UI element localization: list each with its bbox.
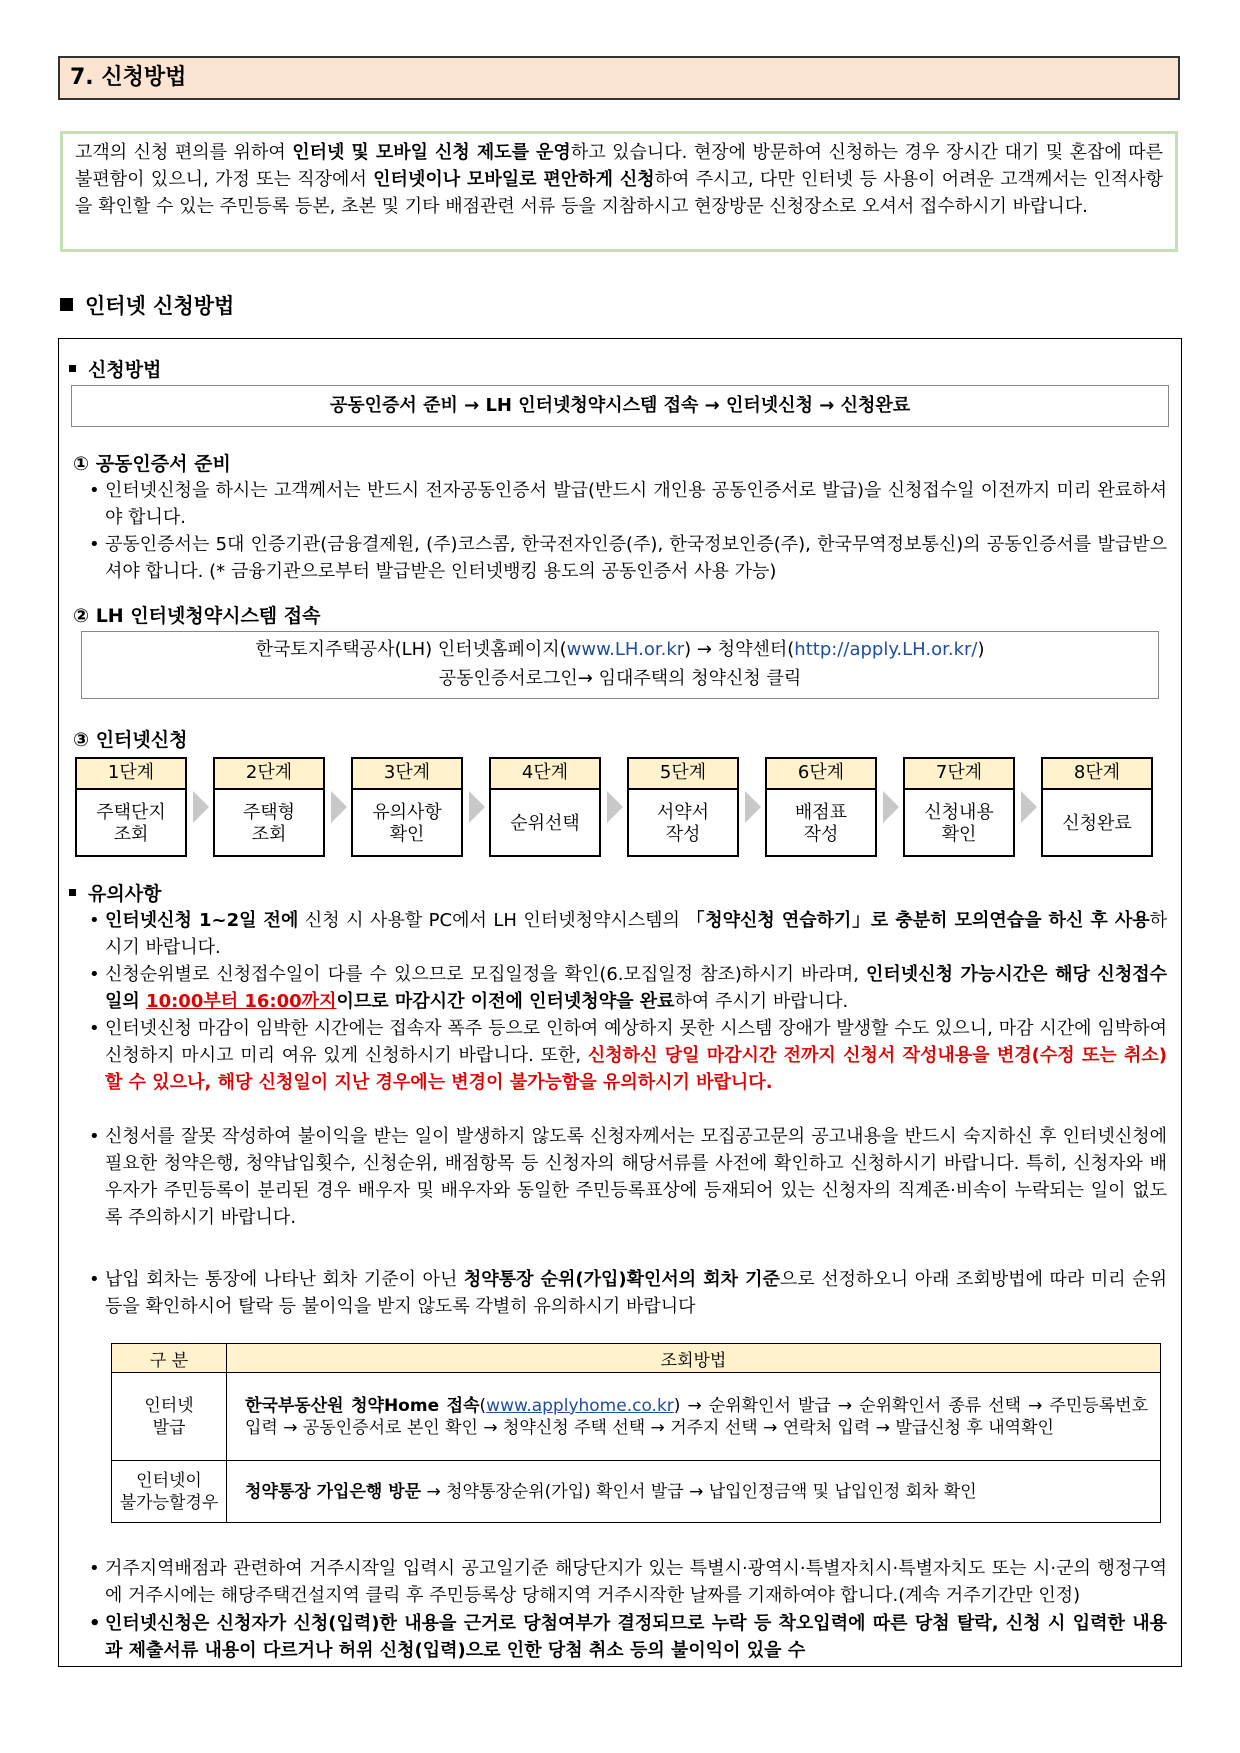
step-label: 확인 <box>389 823 425 845</box>
intro-emphasis: 인터넷이나 모바일로 편안하게 신청 <box>373 169 655 190</box>
step1-bullet-2 <box>89 531 1167 585</box>
note-emphasis: 인터넷신청 가능시간은 해당 신청접수일의 <box>105 964 1167 1012</box>
note-emphasis: 이므로 마감시간 이전에 인터넷청약을 완료 <box>336 991 675 1012</box>
square-bullet-icon <box>60 298 73 311</box>
table-cell-category <box>112 1373 227 1461</box>
process-step-2 <box>213 757 325 857</box>
step-label: 조회 <box>251 823 287 845</box>
internet-method-panel <box>58 338 1182 1667</box>
method-flow: 공동인증서 준비 → LH 인터넷청약시스템 접속 → 인터넷신청 → 신청완료 <box>71 385 1169 427</box>
note-text: 신청순위별로 신청접수일이 다를 수 있으므로 모집일정을 확인(6.모집일정 참조)하시기 바라며, <box>105 964 867 985</box>
chevron-right-icon <box>193 791 209 823</box>
cell-text: ( <box>479 1395 487 1416</box>
step-body <box>629 790 737 857</box>
process-step-3 <box>351 757 463 857</box>
chevron-right-icon <box>607 791 623 823</box>
bullet-icon: • <box>89 910 100 931</box>
intro-text: 하여 주시고, 다만 인터넷 등 사용이 어려운 고객께서는 인적사항을 확인할 수 있는 주민등록 등본, 초본 및 기타 배점관련 서류 등을 지참하시고 현장방문 신청장소로 오셔서 접수하시기 바랍니다. <box>75 169 1164 217</box>
note-5 <box>89 1266 1168 1320</box>
note-6 <box>89 1555 1167 1609</box>
step-label: 서약서 <box>656 801 710 823</box>
bullet-icon: • <box>89 1018 100 1039</box>
table-cell-method <box>227 1461 1161 1523</box>
step-body <box>767 790 875 857</box>
step-label: 조회 <box>113 823 149 845</box>
cell-line: 인터넷 <box>144 1395 194 1416</box>
step-label: 유의사항 <box>372 801 442 823</box>
note-text: 납입 회차는 통장에 나타난 회차 기준이 아닌 <box>105 1269 464 1290</box>
note-emphasis: 인터넷신청 1~2일 전에 <box>105 910 299 931</box>
step-number: 4단계 <box>491 759 599 790</box>
step1-bullet-1-text: 인터넷신청을 하시는 고객께서는 반드시 전자공동인증서 발급(반드시 개인용 공동인증서로 발급)을 신청접수일 이전까지 미리 완료하셔야 합니다. <box>105 480 1167 528</box>
chevron-right-icon <box>1021 791 1037 823</box>
lookup-method-table <box>111 1343 1161 1523</box>
site-access-line-2: 공동인증서로그인→ 임대주택의 청약신청 클릭 <box>438 668 802 689</box>
note-2 <box>89 961 1167 1015</box>
note-text: 하여 주시기 바랍니다. <box>674 991 849 1012</box>
cell-line: 불가능할경우 <box>119 1492 219 1513</box>
step-label: 작성 <box>665 823 701 845</box>
process-step-1 <box>75 757 187 857</box>
applyhome-link[interactable]: www.applyhome.co.kr <box>486 1395 674 1416</box>
step1-bullet-2-text: 공동인증서는 5대 인증기관(금융결제원, (주)코스콤, 한국전자인증(주), 한국정보인증(주), 한국무역정보통신)의 공동인증서를 발급받으셔야 합니다. (* 금융기관으로부터 발급받은 인터넷뱅킹 용도의 공동인증서 사용 가능) <box>105 534 1167 582</box>
square-bullet-icon <box>69 365 76 372</box>
internet-heading <box>60 290 234 320</box>
step-label: 순위선택 <box>510 812 580 834</box>
note-4 <box>89 1123 1167 1231</box>
table-row <box>112 1461 1161 1523</box>
step-label: 주택형 <box>242 801 296 823</box>
step-number: 2단계 <box>215 759 323 790</box>
square-bullet-icon <box>69 889 76 896</box>
cell-text: → 청약통장순위(가입) 확인서 발급 → 납입인정금액 및 납입인정 회차 확인 <box>421 1481 977 1502</box>
bullet-icon: • <box>89 534 100 555</box>
step-label: 배점표 <box>794 801 848 823</box>
table-cell-method <box>227 1373 1161 1461</box>
cell-emphasis: 청약통장 가입은행 방문 <box>245 1481 422 1502</box>
step1-title: ① 공동인증서 준비 <box>73 453 231 475</box>
bullet-icon: • <box>89 1269 100 1290</box>
note-text: 인터넷신청 마감이 임박한 시간에는 접속자 폭주 등으로 인하여 예상하지 못한 시스템 장애가 발생할 수도 있으니, 마감 시간에 임박하여 신청하지 마시고 미리 여유 있게 신청하시기 바랍니다. 또한, <box>105 1018 1167 1066</box>
method-label <box>69 355 161 382</box>
chevron-right-icon <box>469 791 485 823</box>
application-hours: 10:00부터 16:00까지 <box>146 991 337 1012</box>
step-body <box>1043 790 1151 857</box>
step3-title: ③ 인터넷신청 <box>73 729 188 751</box>
process-step-8 <box>1041 757 1153 857</box>
note-7 <box>89 1610 1167 1664</box>
process-step-7 <box>903 757 1015 857</box>
step-label: 주택단지 <box>96 801 166 823</box>
bullet-icon: • <box>89 480 100 501</box>
method-label-text: 신청방법 <box>88 359 162 381</box>
intro-notice <box>60 131 1178 252</box>
chevron-right-icon <box>883 791 899 823</box>
site-access-line-1 <box>82 635 1158 664</box>
step-number: 5단계 <box>629 759 737 790</box>
intro-emphasis: 인터넷 및 모바일 신청 제도를 운영 <box>292 142 571 163</box>
table-header-method: 조회방법 <box>227 1344 1161 1373</box>
step-number: 7단계 <box>905 759 1013 790</box>
cell-text: ) → 순위확인서 발급 → 순위확인서 종류 선택 → 주민등록번호 입력 → 공동인증서로 본인 확인 → 청약신청 주택 선택 → 거주지 선택 → 연락처 입력 → 발급신청 후 내역확인 <box>245 1395 1148 1438</box>
step1-bullet-1 <box>89 477 1167 531</box>
chevron-right-icon <box>331 791 347 823</box>
step-label: 신청완료 <box>1062 812 1132 834</box>
cell-line: 인터넷이 <box>136 1470 202 1491</box>
site-text: ) <box>977 639 985 660</box>
notes-label <box>69 879 161 906</box>
table-header-row <box>112 1344 1161 1373</box>
note-1 <box>89 907 1167 961</box>
step-number: 6단계 <box>767 759 875 790</box>
note-text: 거주지역배점과 관련하여 거주시작일 입력시 공고일기준 해당단지가 있는 특별시·광역시·특별자치시·특별자치도 또는 시·군의 행정구역에 거주시에는 해당주택건설지역 클릭 후 주민등록상 당해지역 거주시작한 날짜를 기재하여야 합니다.(계속 거주기간만 인정) <box>105 1558 1167 1606</box>
note-3 <box>89 1015 1167 1096</box>
notes-label-text: 유의사항 <box>88 883 162 905</box>
lh-homepage-link[interactable]: www.LH.or.kr <box>566 639 685 660</box>
step-body <box>77 790 185 857</box>
bullet-icon: • <box>89 1558 100 1579</box>
step-body <box>353 790 461 857</box>
step-number: 3단계 <box>353 759 461 790</box>
note-emphasis: 청약통장 순위(가입)확인서의 회차 기준 <box>463 1269 780 1290</box>
site-text: ) → 청약센터( <box>684 639 795 660</box>
internet-heading-text: 인터넷 신청방법 <box>85 294 235 318</box>
intro-text: 하고 있습니다. 현장에 방문하여 신청하는 경우 장시간 대기 및 혼잡에 따른 불편함이 있으니, 가정 또는 직장에서 <box>75 142 1164 190</box>
process-step-4 <box>489 757 601 857</box>
intro-text: 고객의 신청 편의를 위하여 <box>75 142 293 163</box>
note-text: 으로 선정하오니 아래 조회방법에 따라 미리 순위 등을 확인하시어 탈락 등 불이익을 받지 않도록 각별히 유의하시기 바랍니다 <box>105 1269 1168 1317</box>
step-number: 1단계 <box>77 759 185 790</box>
site-text: 한국토지주택공사(LH) 인터넷홈페이지( <box>255 639 567 660</box>
step-label: 작성 <box>803 823 839 845</box>
table-cell-category <box>112 1461 227 1523</box>
table-row <box>112 1373 1161 1461</box>
step-label: 신청내용 <box>924 801 994 823</box>
note-emphasis: 「청약신청 연습하기」로 충분히 모의연습을 하신 후 사용 <box>686 910 1150 931</box>
bullet-icon: • <box>89 1613 101 1634</box>
note-warning: 신청하신 당일 마감시간 전까지 신청서 작성내용을 변경(수정 또는 취소)할 수 있으나, 해당 신청일이 지난 경우에는 변경이 불가능함을 유의하시기 바랍니다. <box>105 1045 1167 1093</box>
bullet-icon: • <box>89 964 100 985</box>
note-text: 하시기 바랍니다. <box>105 910 1167 958</box>
step-number: 8단계 <box>1043 759 1151 790</box>
step-body <box>215 790 323 857</box>
chevron-right-icon <box>745 791 761 823</box>
process-step-5 <box>627 757 739 857</box>
cell-emphasis: 한국부동산원 청약Home 접속 <box>245 1395 480 1416</box>
section-title: 7. 신청방법 <box>58 56 1180 100</box>
step-label: 확인 <box>941 823 977 845</box>
process-step-6 <box>765 757 877 857</box>
note-text: 신청 시 사용할 PC에서 LH 인터넷청약시스템의 <box>298 910 687 931</box>
table-header-category: 구 분 <box>112 1344 227 1373</box>
step2-title: ② LH 인터넷청약시스템 접속 <box>73 605 321 627</box>
bullet-icon: • <box>89 1126 100 1147</box>
apply-center-link[interactable]: http://apply.LH.or.kr/ <box>794 639 978 660</box>
step-body <box>491 790 599 857</box>
cell-line: 발급 <box>152 1417 186 1438</box>
site-access-box <box>81 631 1159 699</box>
note-text: 인터넷신청은 신청자가 신청(입력)한 내용을 근거로 당첨여부가 결정되므로 누락 등 착오입력에 따른 당첨 탈락, 신청 시 입력한 내용과 제출서류 내용이 다르거나 허위 신청(입력)으로 인한 당첨 취소 등의 불이익이 있을 수 <box>105 1613 1167 1661</box>
step-body <box>905 790 1013 857</box>
note-text: 신청서를 잘못 작성하여 불이익을 받는 일이 발생하지 않도록 신청자께서는 모집공고문의 공고내용을 반드시 숙지하신 후 인터넷신청에 필요한 청약은행, 청약납입횟수, 신청순위, 배점항목 등 신청자의 해당서류를 사전에 확인하고 신청하시기 바랍니다. 특히, 신청자와 배우자가 주민등록이 분리된 경우 배우자 및 배우자와 동일한 주민등록표상에 등재되어 있는 신청자의 직계존·비속이 누락되는 일이 없도록 주의하시기 바랍니다. <box>105 1126 1167 1228</box>
